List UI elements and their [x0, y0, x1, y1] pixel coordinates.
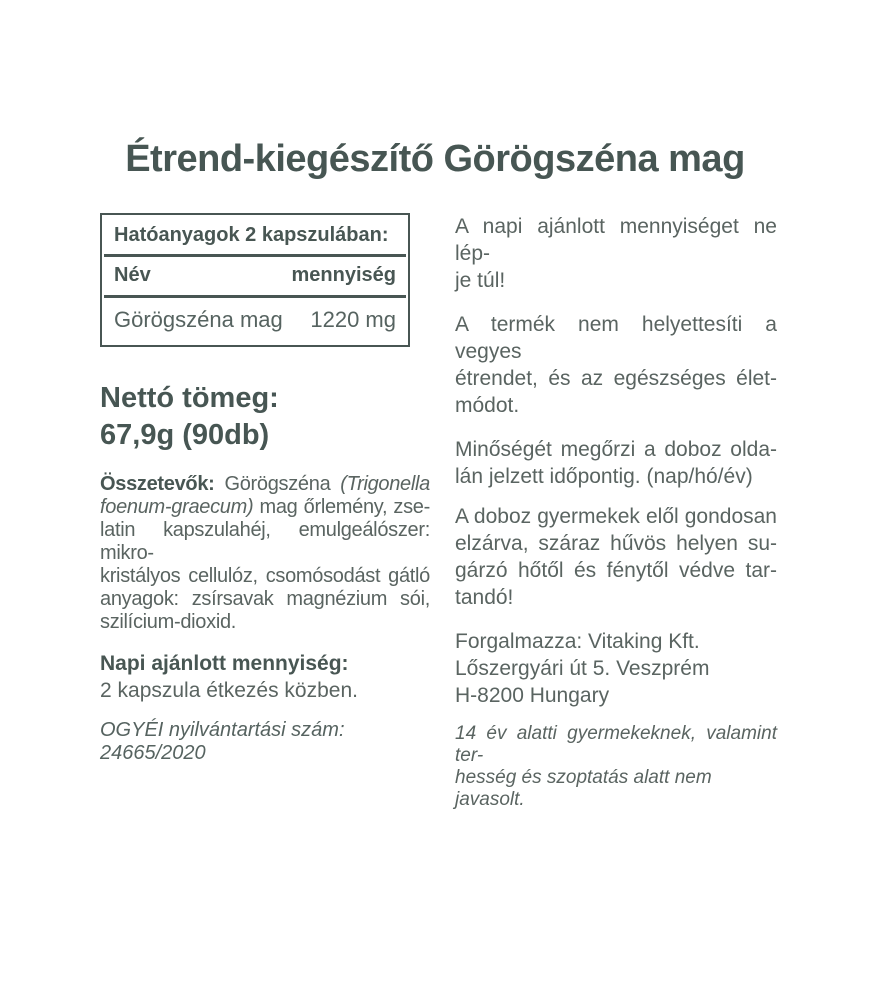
right-column [455, 213, 777, 811]
ingredients-text: mag őrlemény, zse- [253, 496, 430, 518]
ingredient-name: Görögszéna mag [114, 307, 283, 332]
age-restriction-note [455, 723, 777, 811]
warning-line: módot. [455, 394, 520, 417]
ingredients-text: Görögszéna [214, 473, 341, 495]
warning-line: étrendet, és az egészséges élet- [455, 367, 777, 390]
distributor-line: Lőszergyári út 5. Veszprém [455, 657, 710, 680]
latin-name-part1: (Trigonella [340, 473, 430, 495]
warning-line: Minőségét megőrzi a doboz olda- [455, 438, 777, 461]
warning-dosage [455, 213, 777, 294]
net-weight-value: 67,9g (90db) [100, 419, 270, 451]
warning-line: A termék nem helyettesíti a vegyes [455, 313, 777, 363]
warning-line: gárzó hőtől és fénytől védve tar- [455, 559, 777, 582]
table-title: Hatóanyagok 2 kapszulában: [114, 224, 389, 246]
warning-line: A doboz gyermekek elől gondosan [455, 505, 777, 528]
distributor-info [455, 628, 777, 709]
column-header-amount: mennyiség [291, 264, 396, 286]
table-column-headers [102, 257, 408, 295]
ingredients-line [100, 496, 430, 519]
registration-number: OGYÉI nyilvántartási szám: 24665/2020 [100, 719, 345, 764]
warning-line: elzárva, száraz hűvös helyen su- [455, 532, 777, 555]
warning-line: A napi ajánlott mennyiséget ne lép- [455, 215, 777, 265]
column-header-name: Név [114, 264, 151, 286]
warning-line: je túl! [455, 269, 506, 292]
ingredient-amount: 1220 mg [310, 307, 396, 332]
table-row [102, 298, 408, 345]
daily-amount [100, 650, 430, 704]
product-title: Étrend-kiegészítő Görögszéna mag [125, 138, 745, 180]
daily-amount-label: Napi ajánlott mennyiség: [100, 652, 349, 675]
daily-amount-text: 2 kapszula étkezés közben. [100, 679, 358, 702]
ingredients-line [100, 473, 430, 496]
warning-storage [455, 503, 777, 611]
warning-line: lán jelzett időpontig. (nap/hó/év) [455, 465, 753, 488]
ingredients-lead: Összetevők: [100, 473, 215, 495]
note-line: 14 év alatti gyermekeknek, valamint ter- [455, 723, 777, 766]
note-line: hesség és szoptatás alatt nem javasolt. [455, 767, 712, 810]
warning-expiry [455, 436, 777, 490]
ingredients-line: latin kapszulahéj, emulgeálószer: mikro- [100, 519, 430, 564]
net-weight [100, 380, 430, 454]
ingredients-line: kristályos cellulóz, csomósodást gátló [100, 565, 430, 587]
ingredients-paragraph [100, 473, 430, 634]
ingredients-line: szilícium-dioxid. [100, 611, 237, 633]
distributor-line: Forgalmazza: Vitaking Kft. [455, 630, 700, 653]
ingredients-line: anyagok: zsírsavak magnézium sói, [100, 588, 430, 610]
warning-line: tandó! [455, 586, 514, 609]
distributor-line: H-8200 Hungary [455, 684, 610, 707]
active-ingredients-table [100, 213, 410, 347]
left-column [100, 213, 430, 765]
warning-diet [455, 311, 777, 419]
net-weight-label: Nettó tömeg: [100, 382, 279, 414]
latin-name-part2: foenum-graecum) [100, 496, 254, 518]
